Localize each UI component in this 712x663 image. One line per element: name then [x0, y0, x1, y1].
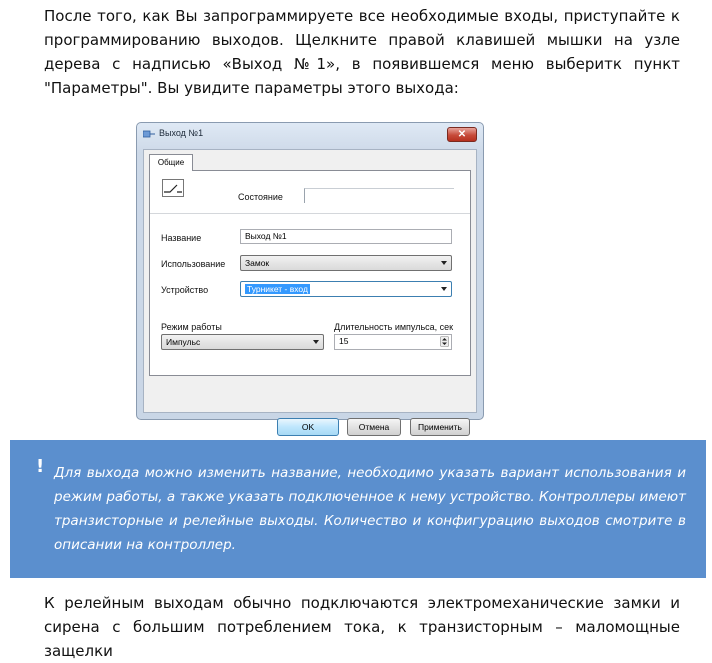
mode-value: Импульс	[166, 337, 201, 347]
pulse-stepper[interactable]	[334, 334, 452, 350]
close-button[interactable]	[447, 127, 477, 142]
dialog-client	[143, 149, 477, 432]
state-label: Состояние	[238, 192, 283, 202]
mode-select[interactable]	[161, 334, 324, 350]
note-box	[10, 440, 706, 578]
pulse-value: 15	[339, 336, 349, 346]
separator	[150, 213, 470, 214]
device-value: Турникет - вход	[247, 284, 308, 294]
pulse-label: Длительность импульса, сек	[334, 322, 454, 332]
note-text: Для выхода можно изменить название, необходимо указать вариант использования и режим работы, а также указать подключенное к нему устройство. Контроллеры имеют транзисторные и релейные выходы. Количество и конфигурацию выходов смотрите в описании на контроллер.	[54, 465, 686, 553]
chevron-down-icon	[441, 287, 447, 291]
device-label: Устройство	[161, 285, 209, 295]
usage-select[interactable]	[240, 255, 452, 271]
name-field[interactable]: Выход №1	[240, 229, 452, 244]
tab-general[interactable]: Общие	[149, 154, 193, 171]
general-tab-panel	[149, 170, 471, 376]
device-select[interactable]	[240, 281, 452, 297]
apply-button[interactable]: Применить	[410, 418, 470, 436]
cancel-button[interactable]: Отмена	[347, 418, 401, 436]
relay-switch-icon	[162, 179, 184, 197]
output-dialog	[136, 122, 484, 432]
state-indicator	[304, 188, 454, 203]
usage-value: Замок	[245, 258, 270, 268]
exclamation-icon: !	[36, 456, 45, 477]
name-label: Название	[161, 233, 202, 243]
close-icon: ✕	[457, 129, 467, 140]
outro-paragraph: К релейным выходам обычно подключаются электромеханические замки и сирена с большим потреблением тока, к транзисторным – маломощные защелки	[44, 594, 680, 660]
mode-label: Режим работы	[161, 322, 222, 332]
chevron-down-icon	[441, 261, 447, 265]
dialog-title: Выход №1	[159, 128, 204, 138]
usage-label: Использование	[161, 259, 226, 269]
dialog-titlebar[interactable]	[137, 123, 483, 147]
ok-button[interactable]: OK	[277, 418, 339, 436]
spin-arrows-icon[interactable]	[440, 336, 449, 347]
output-icon	[143, 129, 155, 139]
intro-paragraph: После того, как Вы запрограммируете все необходимые входы, приступайте к программированию выходов. Щелкните правой клавишей мышки на узле дерева с надписью «Выход №1», в появившемся меню выберитк пункт "Параметры". Вы увидите параметры этого выхода:	[44, 7, 680, 97]
chevron-down-icon	[313, 340, 319, 344]
